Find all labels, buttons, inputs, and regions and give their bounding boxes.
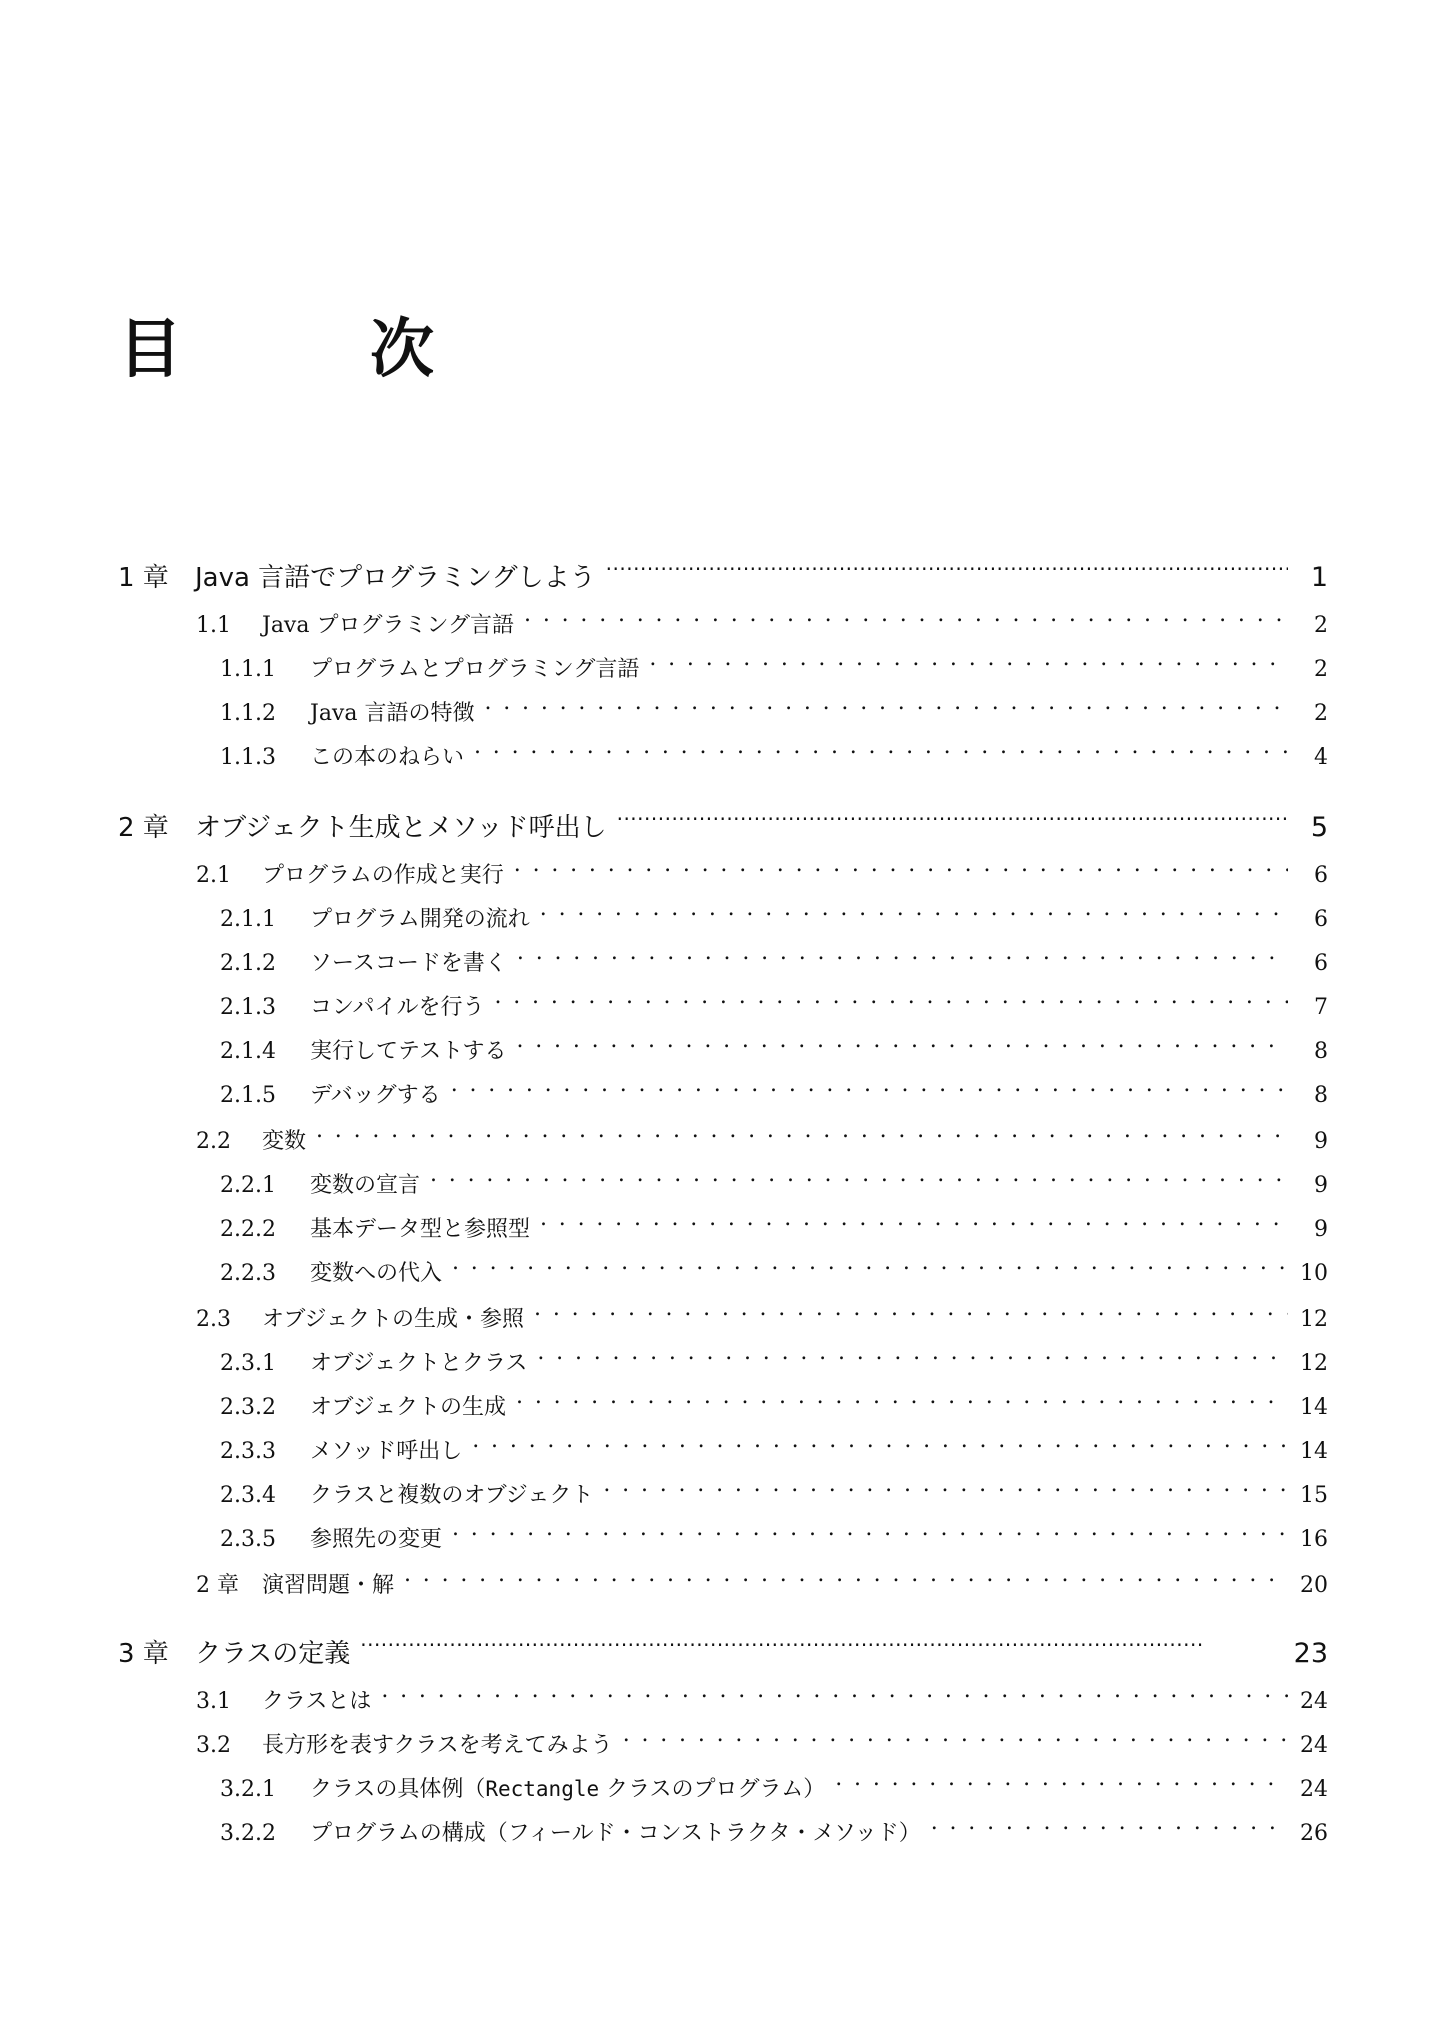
toc-section-1-1[interactable] <box>196 598 1328 638</box>
toc-entry-page: 26 <box>1300 1821 1328 1846</box>
toc-entry-number: 1.1.1 <box>220 657 276 682</box>
toc-entry-number: 2.3.5 <box>220 1527 276 1552</box>
dot-leader <box>524 598 1288 632</box>
toc-entry-title: 演習問題・解 <box>262 1573 395 1598</box>
toc-entry-title: クラスとは <box>262 1689 372 1714</box>
toc-entry-title: ソースコードを書く <box>310 951 507 976</box>
toc-entry-title: メソッド呼出し <box>310 1439 463 1464</box>
toc-entry-page: 15 <box>1300 1483 1328 1508</box>
toc-entry-title: オブジェクト生成とメソッド呼出し <box>195 813 607 843</box>
toc-section-3-1[interactable] <box>196 1674 1328 1714</box>
toc-entry-title: 変数の宣言 <box>310 1173 421 1198</box>
toc-entry-number: 2.1.3 <box>220 995 276 1020</box>
toc-entry-title: オブジェクトとクラス <box>310 1351 528 1376</box>
toc-entry-page: 24 <box>1300 1777 1328 1802</box>
toc-subsection-2-1-5[interactable] <box>220 1068 1328 1108</box>
toc-entry-page: 9 <box>1314 1129 1328 1154</box>
toc-entry-title: オブジェクトの生成・参照 <box>262 1307 525 1332</box>
toc-entry-number: 2.2.3 <box>220 1261 276 1286</box>
toc-entry-number: 2.1.5 <box>220 1083 276 1108</box>
toc-subsection-2-3-4[interactable] <box>220 1468 1328 1508</box>
toc-entry-page: 14 <box>1300 1439 1328 1464</box>
toc-entry-page: 14 <box>1300 1395 1328 1420</box>
toc-subsection-2-2-1[interactable] <box>220 1158 1328 1198</box>
toc-section-2-3[interactable] <box>196 1292 1328 1332</box>
toc-entry-number: 2.2.2 <box>220 1217 276 1242</box>
toc-subsection-2-3-2[interactable] <box>220 1380 1328 1420</box>
toc-entry-number: 2.3.2 <box>220 1395 276 1420</box>
dot-leader <box>516 1024 1288 1058</box>
toc-entry-number: 3.1 <box>196 1689 231 1714</box>
toc-subsection-1-1-3[interactable] <box>220 730 1328 770</box>
dot-leader <box>430 1158 1288 1192</box>
toc-subsection-2-1-2[interactable] <box>220 936 1328 976</box>
toc-entry-title: オブジェクトの生成 <box>310 1395 507 1420</box>
toc-entry-title: コンパイルを行う <box>310 995 485 1020</box>
dot-leader <box>835 1762 1288 1796</box>
toc-entry-page: 20 <box>1300 1573 1328 1598</box>
toc-entry-number: 2.2.1 <box>220 1173 276 1198</box>
dot-leader <box>623 1718 1288 1752</box>
dot-leader <box>517 936 1288 970</box>
toc-chapter-1[interactable] <box>118 552 1328 593</box>
toc-entry-number: 3.2.1 <box>220 1777 276 1802</box>
toc-entry-page: 24 <box>1300 1689 1328 1714</box>
toc-subsection-2-3-5[interactable] <box>220 1512 1328 1552</box>
toc-entry-page: 23 <box>1293 1638 1328 1669</box>
page-title: 目 次 <box>118 313 496 387</box>
toc-entry-title: Java プログラミング言語 <box>262 613 515 638</box>
toc-subsection-3-2-2[interactable] <box>220 1806 1328 1846</box>
dot-leader <box>360 1628 1283 1662</box>
toc-entry-title: プログラムの作成と実行 <box>262 863 504 888</box>
toc-entry-title: 変数 <box>262 1129 307 1154</box>
toc-entry-page: 2 <box>1314 613 1328 638</box>
toc-entry-number: 2.1.1 <box>220 907 276 932</box>
dot-leader <box>452 1512 1288 1546</box>
toc-subsection-2-3-1[interactable] <box>220 1336 1328 1376</box>
toc-entry-title: クラスの定義 <box>195 1639 351 1669</box>
toc-entry-page: 12 <box>1300 1351 1328 1376</box>
toc-entry-title: デバッグする <box>310 1083 441 1108</box>
dot-leader <box>452 1246 1288 1280</box>
toc-section-2-2[interactable] <box>196 1114 1328 1154</box>
toc-entry-title: 長方形を表すクラスを考えてみよう <box>262 1733 613 1758</box>
dot-leader <box>316 1114 1288 1148</box>
title-suffix: クラスのプログラム） <box>599 1777 826 1802</box>
toc-entry-page: 8 <box>1314 1039 1328 1064</box>
toc-section-2-exercises[interactable] <box>196 1558 1328 1598</box>
toc-entry-page: 16 <box>1300 1527 1328 1552</box>
toc-entry-title <box>310 1772 825 1807</box>
dot-leader <box>537 1336 1288 1370</box>
dot-leader <box>484 686 1288 720</box>
toc-chapter-2[interactable] <box>118 802 1328 843</box>
toc-subsection-1-1-1[interactable] <box>220 642 1328 682</box>
toc-subsection-3-2-1[interactable] <box>220 1762 1328 1802</box>
dot-leader <box>606 552 1288 586</box>
toc-entry-number: 2 章 <box>118 813 169 843</box>
toc-entry-title: Java 言語の特徴 <box>310 701 475 726</box>
toc-entry-number: 3 章 <box>118 1639 169 1669</box>
toc-subsection-2-3-3[interactable] <box>220 1424 1328 1464</box>
dot-leader <box>381 1674 1288 1708</box>
toc-entry-number: 2 章 <box>196 1573 239 1598</box>
toc-entry-title: この本のねらい <box>310 745 465 770</box>
toc-section-3-2[interactable] <box>196 1718 1328 1758</box>
toc-entry-page: 5 <box>1310 812 1328 843</box>
toc-entry-title: 参照先の変更 <box>310 1527 443 1552</box>
toc-entry-title: 実行してテストする <box>310 1039 507 1064</box>
toc-entry-number: 1 章 <box>118 563 169 593</box>
dot-leader <box>514 848 1288 882</box>
toc-entry-page: 2 <box>1314 657 1328 682</box>
toc-subsection-2-2-3[interactable] <box>220 1246 1328 1286</box>
dot-leader <box>617 802 1288 836</box>
dot-leader <box>494 980 1288 1014</box>
dot-leader <box>540 1202 1288 1236</box>
toc-section-2-1[interactable] <box>196 848 1328 888</box>
toc-entry-page: 10 <box>1300 1261 1328 1286</box>
toc-entry-number: 1.1.2 <box>220 701 276 726</box>
dot-leader <box>540 892 1288 926</box>
toc-entry-title: Java 言語でプログラミングしよう <box>195 563 596 593</box>
toc-entry-page: 6 <box>1314 951 1328 976</box>
toc-entry-title: プログラムの構成（フィールド・コンストラクタ・メソッド） <box>310 1821 921 1846</box>
toc-entry-page: 9 <box>1314 1173 1328 1198</box>
toc-entry-title: プログラム開発の流れ <box>310 907 530 932</box>
toc-entry-number: 2.3 <box>196 1307 231 1332</box>
toc-entry-title: プログラムとプログラミング言語 <box>310 657 640 682</box>
dot-leader <box>516 1380 1288 1414</box>
toc-entry-page: 24 <box>1300 1733 1328 1758</box>
toc-entry-number: 3.2.2 <box>220 1821 276 1846</box>
toc-subsection-2-1-4[interactable] <box>220 1024 1328 1064</box>
toc-entry-number: 1.1 <box>196 613 231 638</box>
toc-entry-number: 2.2 <box>196 1129 231 1154</box>
toc-entry-title: クラスと複数のオブジェクト <box>310 1483 594 1508</box>
toc-entry-title: 変数への代入 <box>310 1261 443 1286</box>
toc-entry-page: 1 <box>1310 562 1328 593</box>
toc-entry-page: 8 <box>1314 1083 1328 1108</box>
toc-entry-page: 7 <box>1314 995 1328 1020</box>
dot-leader <box>404 1558 1288 1592</box>
dot-leader <box>649 642 1288 676</box>
dot-leader <box>534 1292 1288 1326</box>
toc-entry-number: 2.1.4 <box>220 1039 276 1064</box>
toc-entry-page: 12 <box>1300 1307 1328 1332</box>
toc-entry-page: 9 <box>1314 1217 1328 1242</box>
toc-entry-number: 2.1.2 <box>220 951 276 976</box>
toc-entry-number: 2.1 <box>196 863 231 888</box>
toc-chapter-3[interactable] <box>118 1628 1328 1669</box>
dot-leader <box>603 1468 1288 1502</box>
dot-leader <box>931 1806 1288 1840</box>
dot-leader <box>474 730 1288 764</box>
toc-entry-number: 1.1.3 <box>220 745 276 770</box>
toc-subsection-2-1-3[interactable] <box>220 980 1328 1020</box>
toc-entry-number: 2.3.3 <box>220 1439 276 1464</box>
toc-entry-page: 6 <box>1314 863 1328 888</box>
dot-leader <box>472 1424 1288 1458</box>
toc-entry-title: 基本データ型と参照型 <box>310 1217 531 1242</box>
toc-entry-page: 2 <box>1314 701 1328 726</box>
toc-subsection-1-1-2[interactable] <box>220 686 1328 726</box>
dot-leader <box>451 1068 1288 1102</box>
title-prefix: クラスの具体例（ <box>310 1777 486 1802</box>
toc-subsection-2-2-2[interactable] <box>220 1202 1328 1242</box>
code-class-name: Rectangle <box>485 1777 600 1801</box>
toc-entry-page: 4 <box>1314 745 1328 770</box>
toc-entry-number: 2.3.4 <box>220 1483 276 1508</box>
toc-entry-number: 2.3.1 <box>220 1351 276 1376</box>
toc-subsection-2-1-1[interactable] <box>220 892 1328 932</box>
toc-entry-number: 3.2 <box>196 1733 231 1758</box>
toc-entry-page: 6 <box>1314 907 1328 932</box>
